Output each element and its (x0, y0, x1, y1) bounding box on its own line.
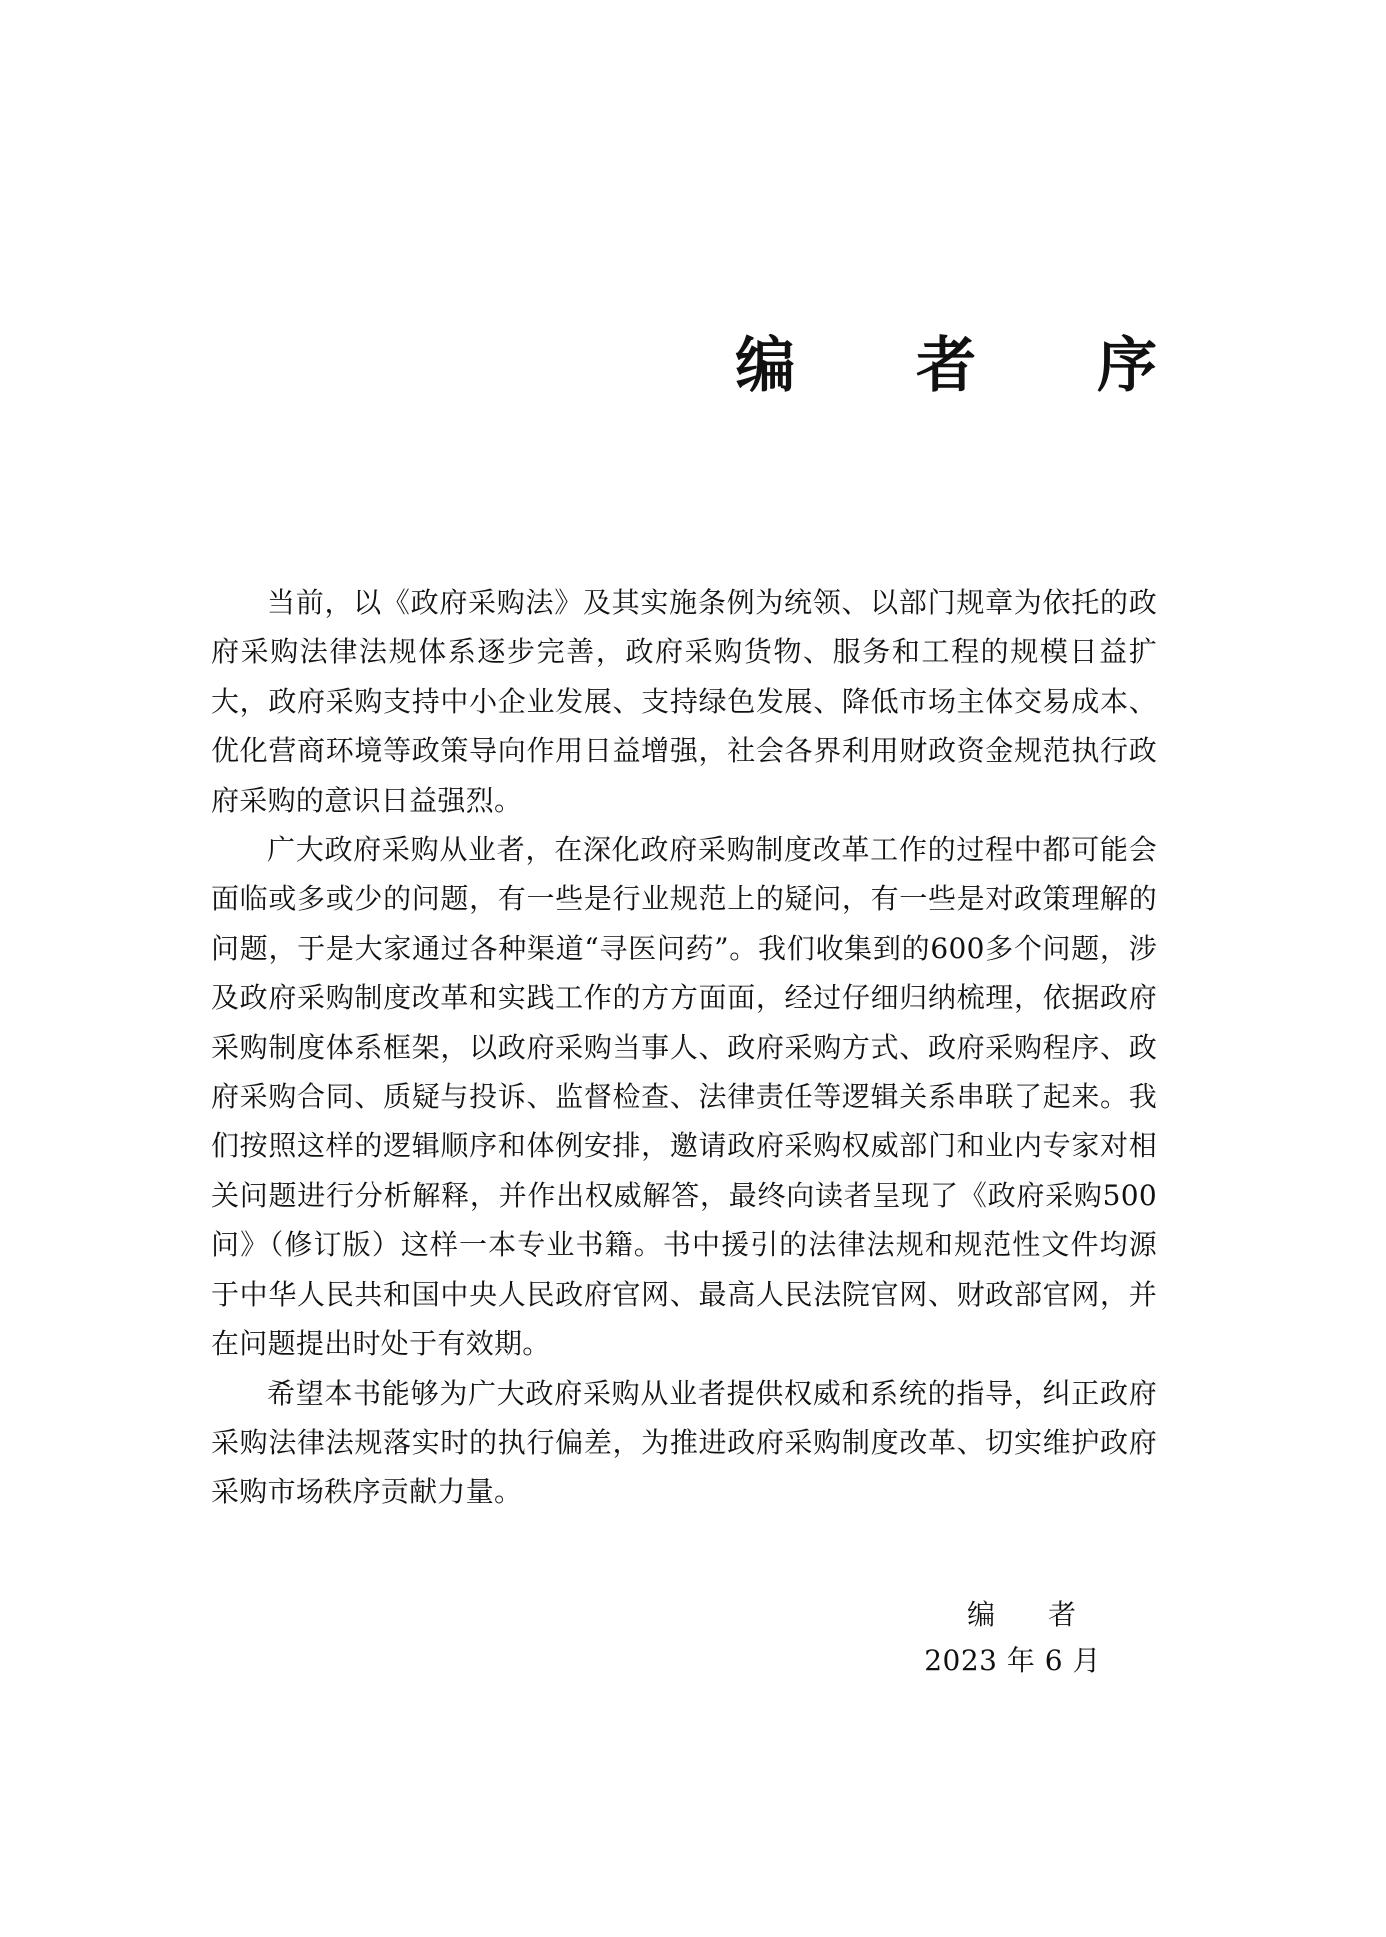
paragraph-2: 广大政府采购从业者，在深化政府采购制度改革工作的过程中都可能会面临或多或少的问题，有一些是行业规范上的疑问，有一些是对政策理解的问题，于是大家通过各种渠道“寻医问药”。我们收集到的600多个问题，涉及政府采购制度改革和实践工作的方方面面，经过仔细归纳梳理，依据政府采购制度体系框架，以政府采购当事人、政府采购方式、政府采购程序、政府采购合同、质疑与投诉、监督检查、法律责任等逻辑关系串联了起来。我们按照这样的逻辑顺序和体例安排，邀请政府采购权威部门和业内专家对相关问题进行分析解释，并作出权威解答，最终向读者呈现了《政府采购500问》（修订版）这样一本专业书籍。书中援引的法律法规和规范性文件均源于中华人民共和国中央人民政府官网、最高人民法院官网、财政部官网，并在问题提出时处于有效期。 (211, 833, 1157, 1361)
paragraph-3: 希望本书能够为广大政府采购从业者提供权威和系统的指导，纠正政府采购法律法规落实时的执行偏差，为推进政府采购制度改革、切实维护政府采购市场秩序贡献力量。 (211, 1376, 1157, 1509)
signature-name: 编 者 (967, 1598, 1098, 1631)
page-title: 编 者 序 (735, 331, 1207, 401)
signature-date: 2023 年 6 月 (924, 1644, 1101, 1677)
paragraph-1: 当前，以《政府采购法》及其实施条例为统领、以部门规章为依托的政府采购法律法规体系逐步完善，政府采购货物、服务和工程的规模日益扩大，政府采购支持中小企业发展、支持绿色发展、降低市场主体交易成本、优化营商环境等政策导向作用日益增强，社会各界利用财政资金规范执行政府采购的意识日益强烈。 (211, 586, 1157, 817)
signature-block (924, 1592, 1101, 1684)
preface-body (211, 578, 1157, 1517)
